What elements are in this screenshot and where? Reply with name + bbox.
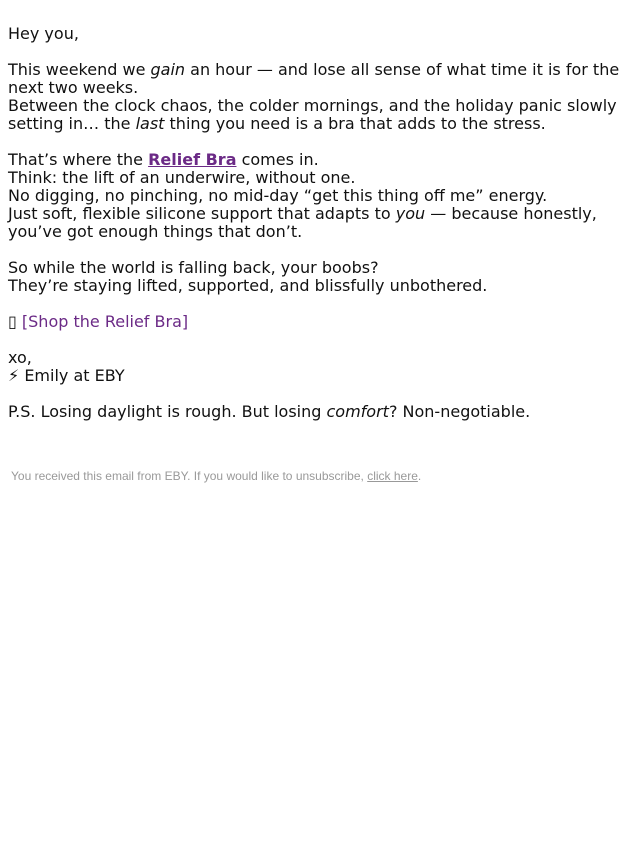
unsubscribe-link[interactable]: click here bbox=[367, 469, 418, 483]
missing-glyph-icon: ▯ bbox=[8, 312, 17, 331]
cta-line bbox=[8, 313, 636, 331]
sender-name: Emily at EBY bbox=[19, 366, 125, 385]
emphasis-you: you bbox=[395, 204, 426, 223]
email-body bbox=[8, 25, 636, 439]
emphasis-gain: gain bbox=[150, 60, 186, 79]
relief-bra-link[interactable]: Relief Bra bbox=[148, 150, 237, 169]
paragraph-product: That’s where the Relief Bra comes in. Think: the lift of an underwire, without one. No digging, no pinching, no mid-day “get this thing off me” energy. Just soft, flexible silicone support that adapts to you — because honestly, you’ve got enough things that don’t. bbox=[8, 150, 597, 241]
paragraph-time-change: This weekend we gain an hour — and lose all sense of what time it is for the next two weeks. Between the clock chaos, the colder mornings, and the holiday panic slowly setting in… the last thing you need is a bra that adds to the stress. bbox=[8, 60, 620, 133]
unsubscribe-footer: You received this email from EBY. If you would like to unsubscribe, click here. bbox=[11, 469, 422, 483]
greeting: Hey you, bbox=[8, 24, 79, 43]
paragraph-falling-back: So while the world is falling back, your boobs? They’re staying lifted, supported, and blissfully unbothered. bbox=[8, 258, 488, 295]
signoff: xo, ⚡ Emily at EBY bbox=[8, 348, 125, 385]
emphasis-comfort: comfort bbox=[326, 402, 389, 421]
lightning-bolt-icon: ⚡ bbox=[8, 366, 20, 385]
shop-relief-bra-link[interactable]: [Shop the Relief Bra] bbox=[21, 312, 189, 331]
emphasis-last: last bbox=[135, 114, 165, 133]
postscript: P.S. Losing daylight is rough. But losing comfort? Non-negotiable. bbox=[8, 402, 531, 421]
